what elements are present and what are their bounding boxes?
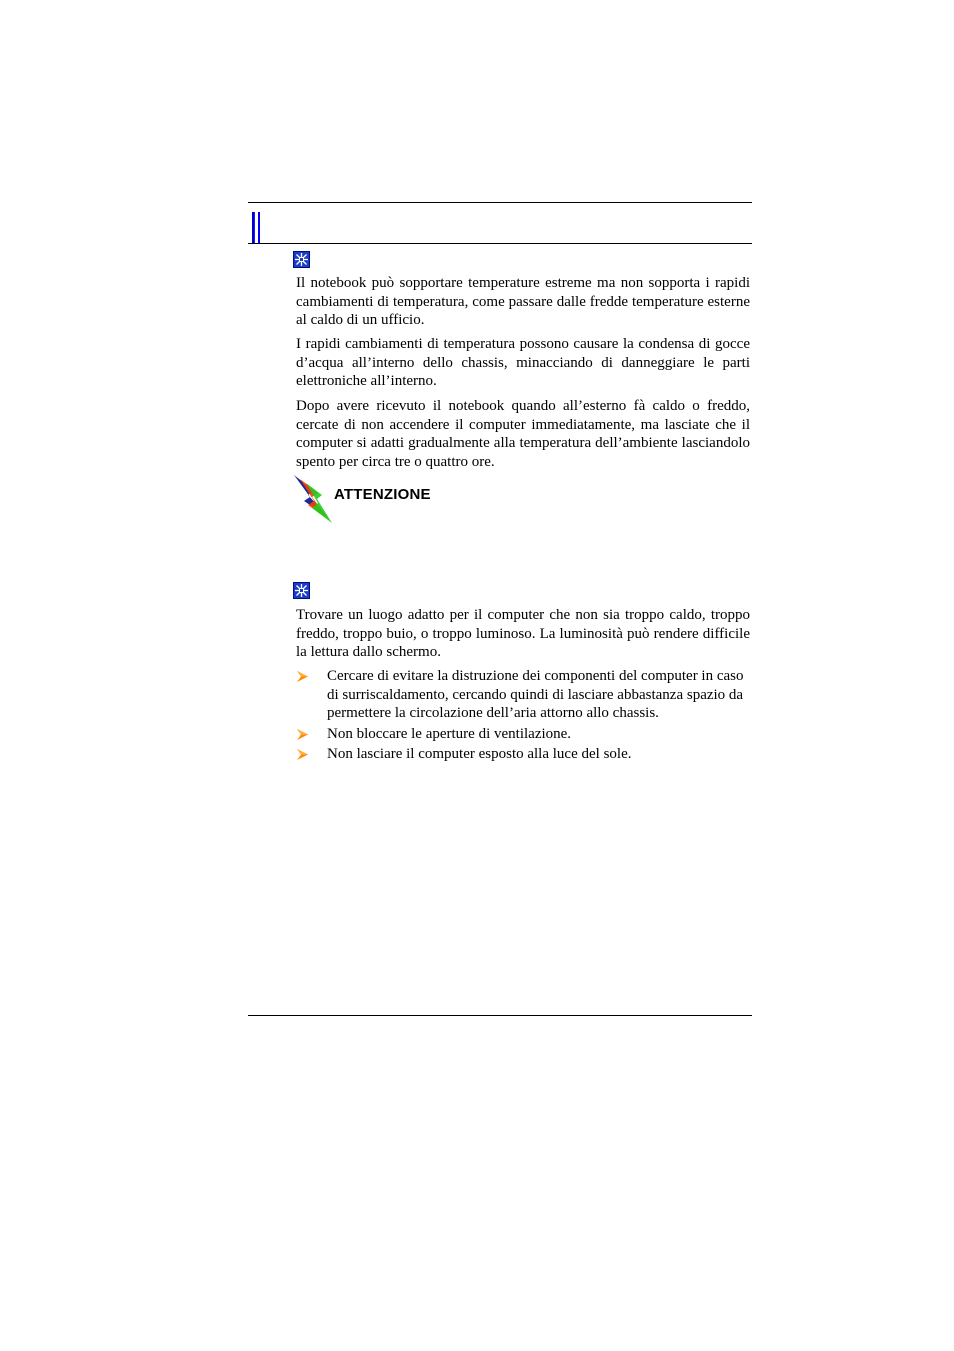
list-item (296, 745, 750, 764)
arrow-bullet-icon (296, 728, 309, 741)
arrow-bullet-icon (296, 670, 309, 683)
arrow-bullet-icon (296, 748, 309, 761)
snowflake-box-icon (293, 582, 310, 599)
bullet-text: Non lasciare il computer esposto alla luce del sole. (327, 746, 632, 762)
section1-paragraph-3: Dopo avere ricevuto il notebook quando all’esterno fà caldo o freddo, cercate di non accendere il computer immediatamente, ma lasciate che il computer si adatti gradualmente alla temperatura dell’ambiente lasciandolo spento per circa tre o quattro ore. (296, 398, 750, 470)
section1-paragraph-2: I rapidi cambiamenti di temperatura possono causare la condensa di gocce d’acqua all’interno dello chassis, minacciando di danneggiare le parti elettroniche all’interno. (296, 336, 750, 389)
top-rule (248, 202, 752, 203)
section1-paragraph-1: Il notebook può sopportare temperature estreme ma non sopporta i rapidi cambiamenti di temperatura, come passare dalle fredde temperature esterne al caldo di un ufficio. (296, 275, 750, 328)
snowflake-box-icon (293, 251, 310, 268)
list-item (296, 667, 750, 723)
section2-intro: Trovare un luogo adatto per il computer che non sia troppo caldo, troppo freddo, troppo buio, o troppo luminoso. La luminosità può rendere difficile la lettura dallo schermo. (296, 607, 750, 660)
header-underline-rule (248, 243, 752, 244)
bullet-text: Cercare di evitare la distruzione dei componenti del computer in caso di surriscaldamento, cercando quindi di lasciare abbastanza spazio da permettere la circolazione dell’aria attorno allo chassis. (327, 668, 744, 721)
header-accent-bar-thin (258, 212, 260, 243)
bullet-text: Non bloccare le aperture di ventilazione. (327, 725, 572, 742)
attention-label: ATTENZIONE (334, 486, 431, 503)
footer-rule (248, 1015, 752, 1016)
list-item (296, 725, 750, 744)
bullet-list (296, 667, 750, 766)
